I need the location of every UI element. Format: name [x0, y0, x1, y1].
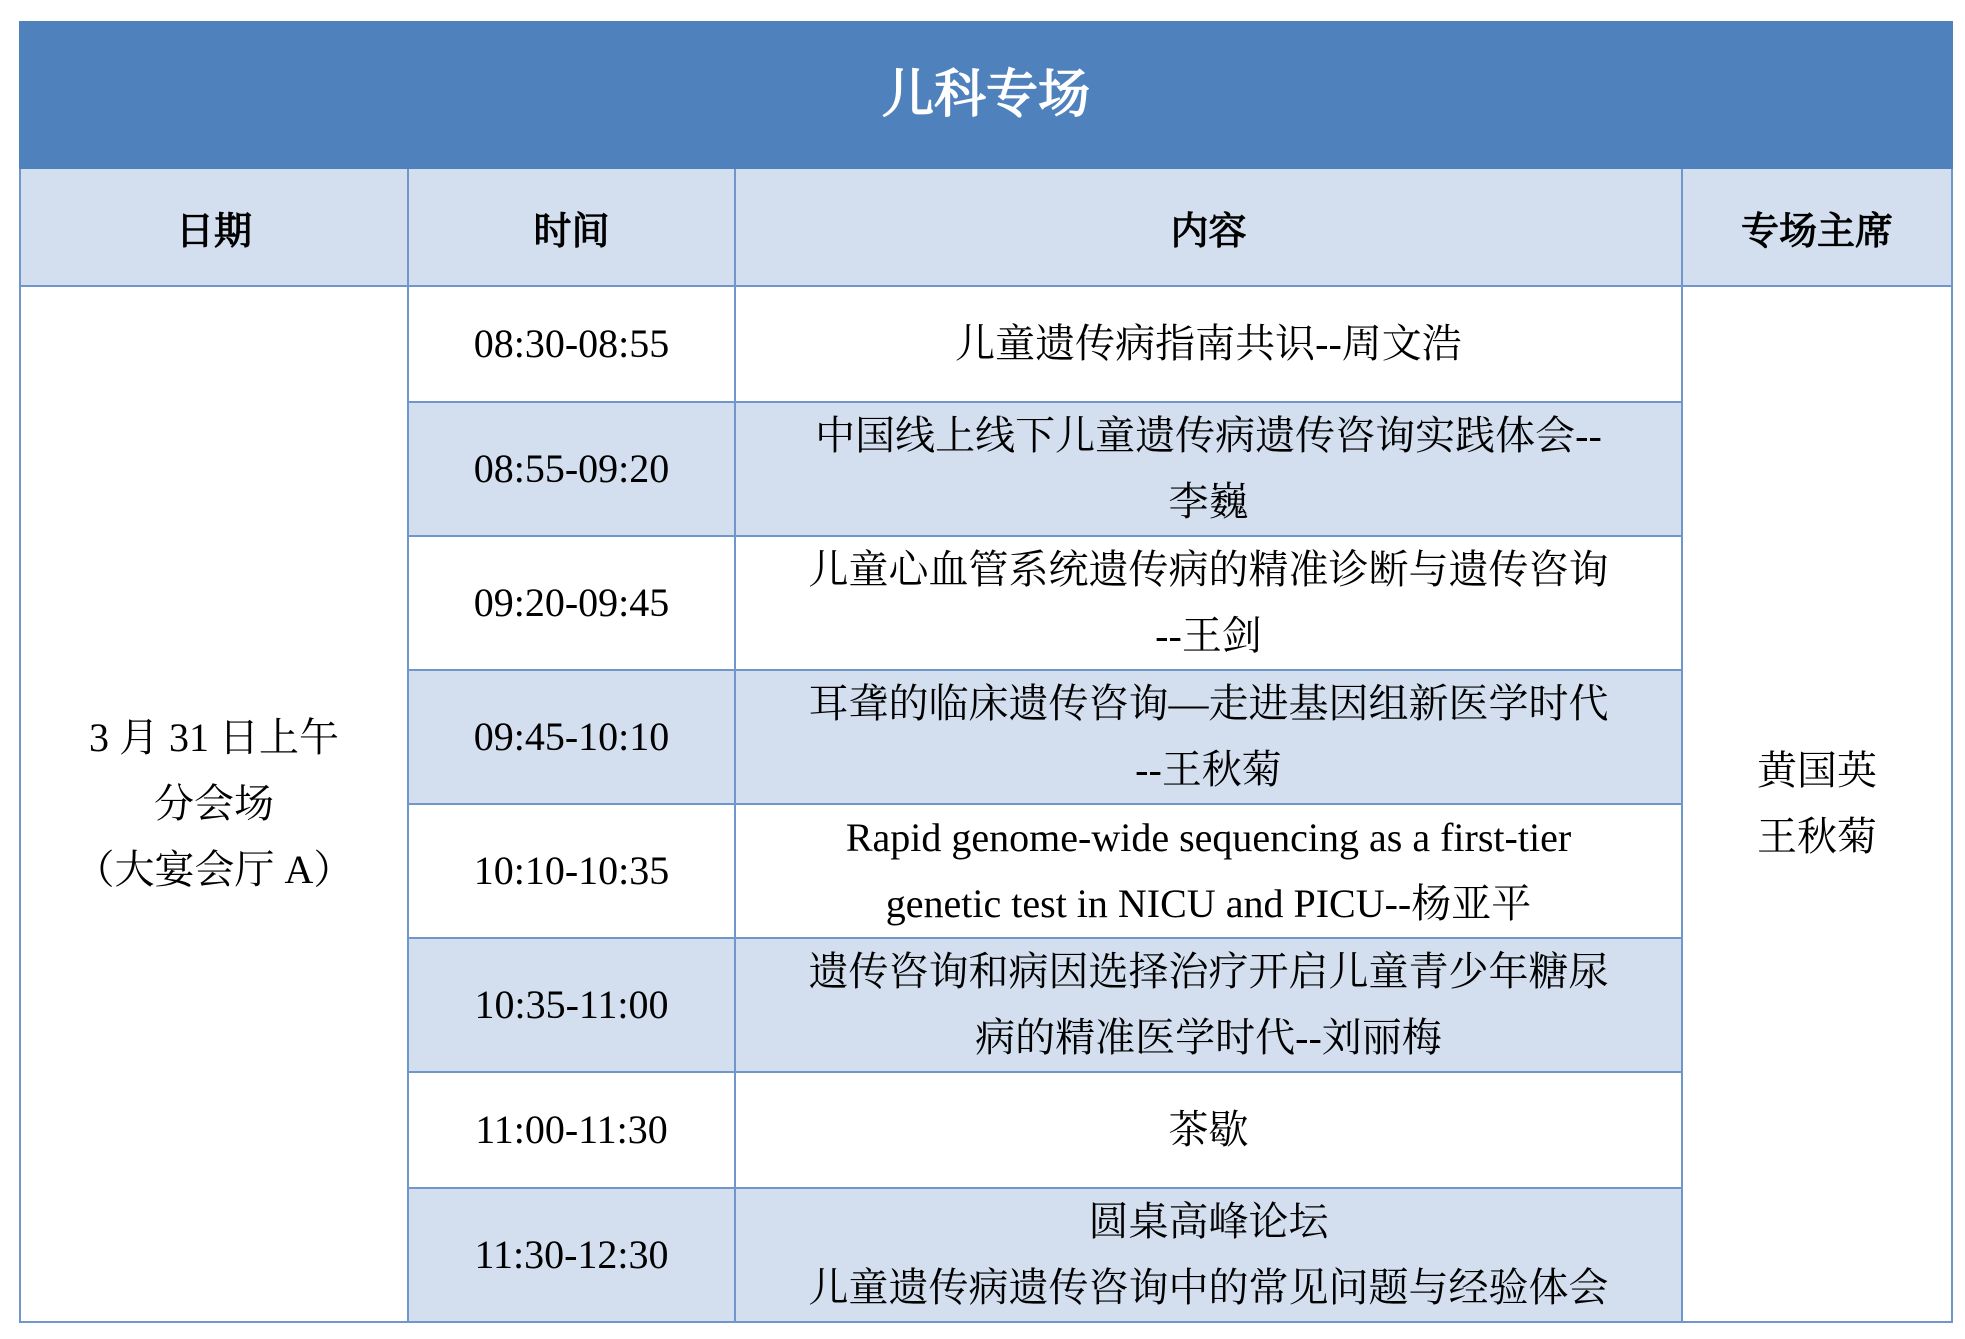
content-line: 中国线上线下儿童遗传病遗传咨询实践体会--: [815, 413, 1602, 458]
content-line: genetic test in NICU and PICU--杨亚平: [885, 881, 1532, 926]
content-line: Rapid genome-wide sequencing as a first-tier: [845, 815, 1572, 860]
header-content: 内容: [735, 168, 1682, 286]
content-line: 病的精准医学时代--刘丽梅: [975, 1015, 1442, 1060]
time-cell: 10:35-11:00: [408, 938, 735, 1072]
content-line: 儿童遗传病指南共识--周文浩: [955, 321, 1462, 366]
date-line: 3 月 31 日上午: [89, 715, 339, 760]
content-line: 儿童遗传病遗传咨询中的常见问题与经验体会: [808, 1265, 1609, 1310]
header-chair: 专场主席: [1682, 168, 1952, 286]
content-cell: [735, 1072, 1682, 1188]
content-cell: [735, 536, 1682, 670]
time-cell: 08:30-08:55: [408, 286, 735, 402]
date-cell: [20, 286, 408, 1322]
schedule-table: [19, 21, 1953, 1323]
content-line: --王剑: [1155, 613, 1262, 658]
venue-line: 分会场: [154, 781, 274, 826]
chair-name: 王秋菊: [1757, 814, 1877, 859]
content-line: 遗传咨询和病因选择治疗开启儿童青少年糖尿: [808, 949, 1609, 994]
time-cell: 11:00-11:30: [408, 1072, 735, 1188]
content-cell: [735, 1188, 1682, 1322]
content-cell: [735, 670, 1682, 804]
content-line: 圆桌高峰论坛: [1088, 1199, 1329, 1244]
chair-cell: [1682, 286, 1952, 1322]
header-date: 日期: [20, 168, 408, 286]
chair-name: 黄国英: [1757, 748, 1877, 793]
session-title: 儿科专场: [20, 22, 1952, 168]
time-cell: 09:20-09:45: [408, 536, 735, 670]
content-line: 耳聋的临床遗传咨询—走进基因组新医学时代: [808, 681, 1609, 726]
table-row: [20, 286, 1952, 402]
hall-line: （大宴会厅 A）: [74, 847, 354, 892]
content-line: 李巍: [1168, 479, 1249, 524]
time-cell: 09:45-10:10: [408, 670, 735, 804]
header-time: 时间: [408, 168, 735, 286]
content-line: --王秋菊: [1135, 747, 1282, 792]
time-cell: 10:10-10:35: [408, 804, 735, 938]
time-cell: 11:30-12:30: [408, 1188, 735, 1322]
content-line: 儿童心血管系统遗传病的精准诊断与遗传咨询: [808, 547, 1609, 592]
content-cell: [735, 402, 1682, 536]
content-line: 茶歇: [1168, 1107, 1249, 1152]
content-cell: [735, 286, 1682, 402]
content-cell: [735, 804, 1682, 938]
time-cell: 08:55-09:20: [408, 402, 735, 536]
content-cell: [735, 938, 1682, 1072]
